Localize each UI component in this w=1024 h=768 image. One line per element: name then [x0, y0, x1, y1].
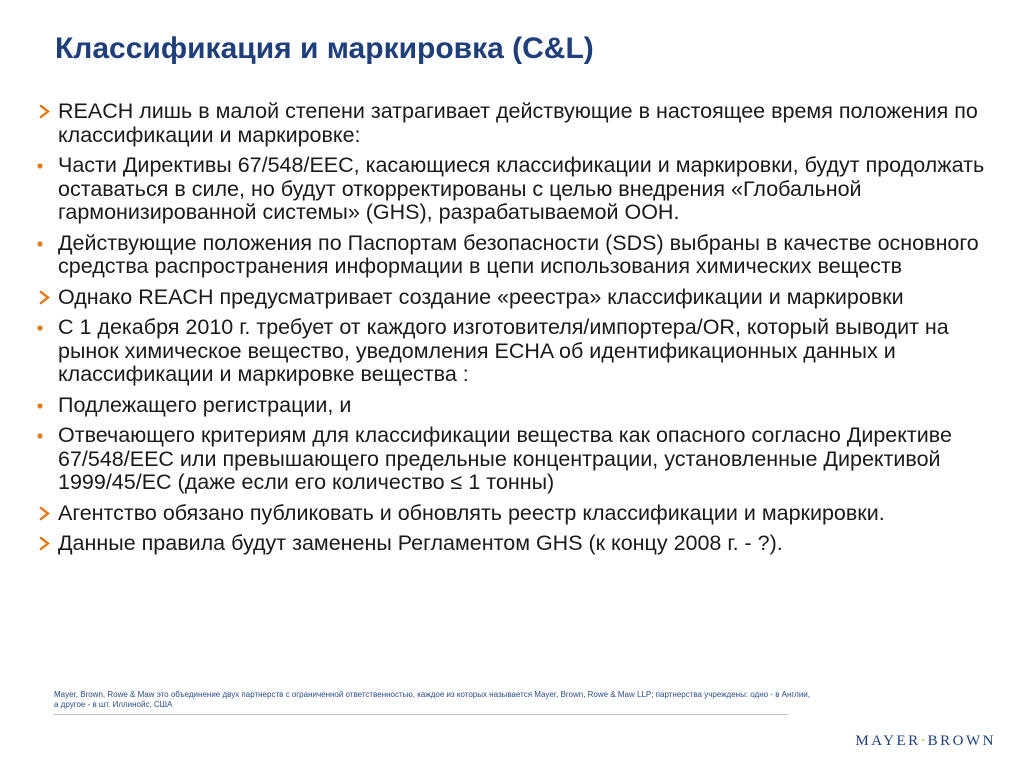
bullet-item-primary	[36, 286, 996, 310]
bullet-dot-icon	[36, 232, 56, 255]
footnote-disclaimer: Mayer, Brown, Rowe & Maw это объединение двух партнерств с ограниченной ответственностью, каждое из которых называется Mayer, Brown, Rowe & Maw LLP; партнерства учреждены: одно - в Англии, а другое - в шт. Иллинойс. США	[54, 690, 810, 709]
logo-word-mayer: MAYER	[855, 733, 921, 749]
logo-separator-dot: ·	[920, 733, 928, 749]
bullet-text: Части Директивы 67/548/EEC, касающиеся классификации и маркировки, будут продолжать оставаться в силе, но будут откорректированы с целью внедрения «Глобальной гармонизированной системы» (GHS), разрабатываемой ООН.	[58, 153, 985, 224]
chevron-right-icon	[36, 100, 56, 123]
bullet-text: Подлежащего регистрации, и	[58, 392, 352, 417]
mayer-brown-logo	[855, 733, 996, 750]
bullet-text: Данные правила будут заменены Регламентом GHS (к концу 2008 г. - ?).	[58, 531, 783, 555]
bullet-item-secondary	[36, 154, 996, 225]
chevron-right-icon	[36, 502, 56, 525]
bullet-text: Отвечающего критериям для классификации вещества как опасного согласно Директиве 67/548/EEC или превышающего предельные концентрации, установленные Директивой 1999/45/EC (даже если его количество ≤ 1 тонны)	[58, 423, 952, 494]
footnote-divider	[54, 714, 788, 715]
bullet-item-primary	[36, 532, 996, 556]
bullet-list	[36, 100, 996, 563]
bullet-item-secondary	[36, 232, 996, 279]
bullet-item-primary	[36, 100, 996, 147]
slide-title: Классификация и маркировка (C&L)	[55, 32, 594, 65]
logo-word-brown: BROWN	[927, 733, 996, 749]
bullet-item-primary	[36, 502, 996, 526]
bullet-dot-icon	[36, 316, 56, 339]
bullet-text: Действующие положения по Паспортам безопасности (SDS) выбраны в качестве основного средства распространения информации в цепи использования химических веществ	[58, 230, 979, 278]
bullet-text: REACH лишь в малой степени затрагивает действующие в настоящее время положения по классификации и маркировке:	[58, 99, 978, 147]
bullet-dot-icon	[36, 394, 56, 417]
chevron-right-icon	[36, 286, 56, 309]
bullet-dot-icon	[36, 154, 56, 177]
bullet-text: С 1 декабря 2010 г. требует от каждого изготовителя/импортера/OR, который выводит на рынок химическое вещество, уведомления ECHA об идентификационных данных и классификации и маркировке вещества :	[58, 315, 949, 386]
bullet-item-secondary	[36, 424, 996, 495]
chevron-right-icon	[36, 532, 56, 555]
bullet-item-secondary	[36, 394, 996, 418]
bullet-dot-icon	[36, 424, 56, 447]
bullet-text: Агентство обязано публиковать и обновлять реестр классификации и маркировки.	[58, 500, 885, 525]
bullet-text: Однако REACH предусматривает создание «реестра» классификации и маркировки	[58, 284, 904, 309]
bullet-item-secondary	[36, 316, 996, 387]
